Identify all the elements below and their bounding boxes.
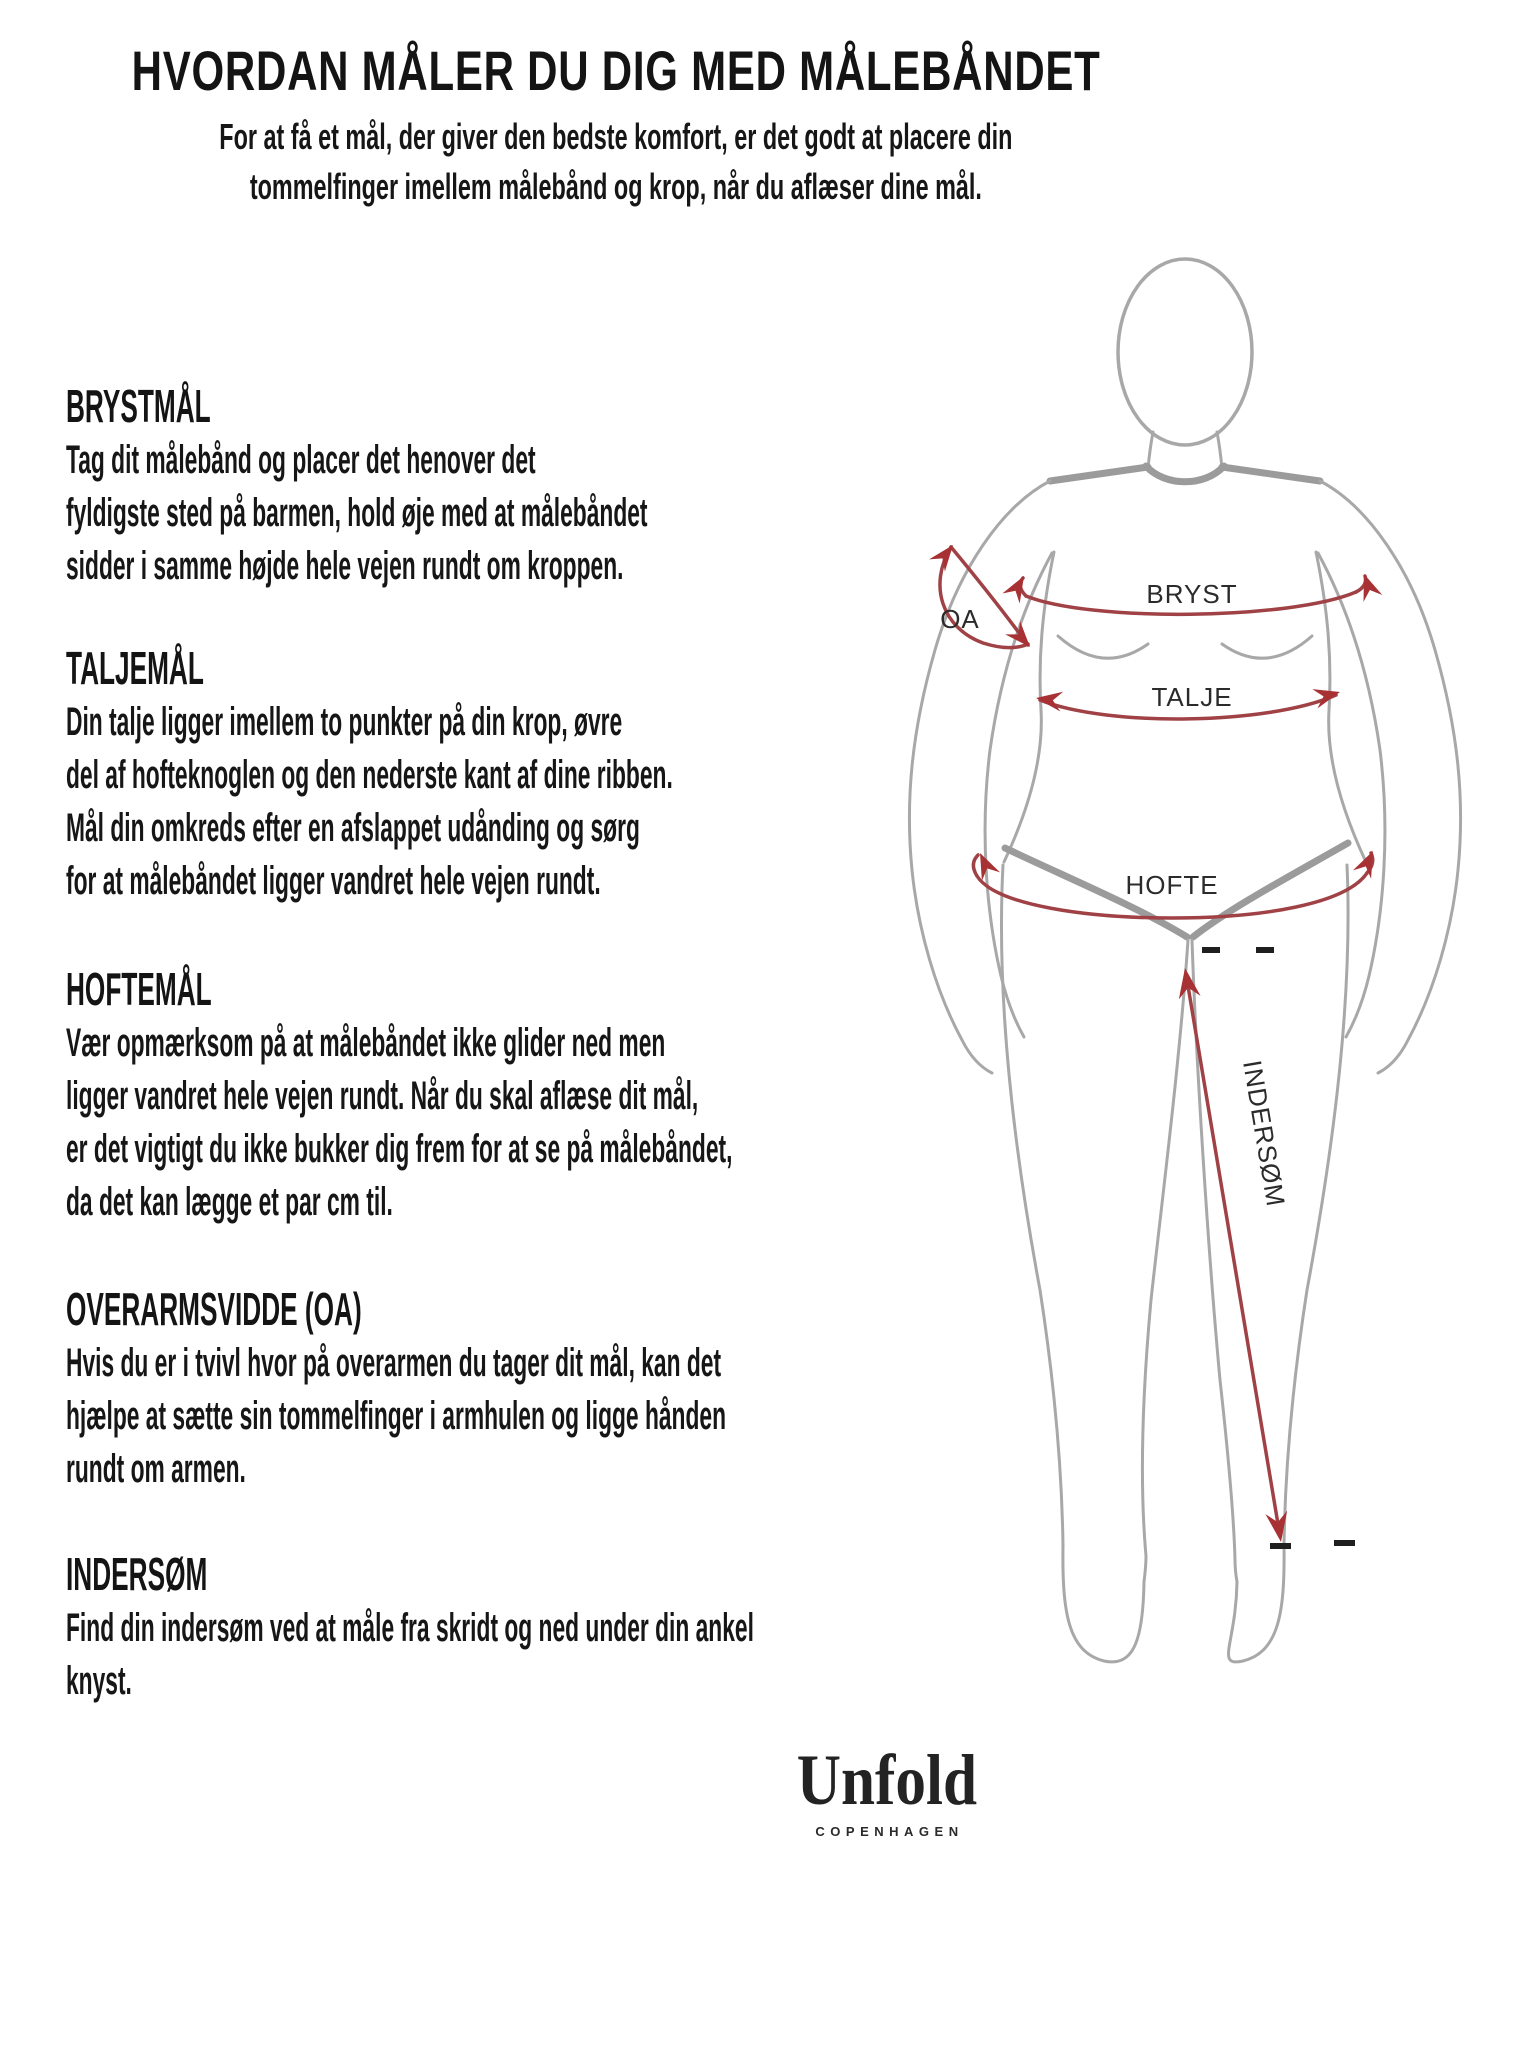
leg-left-inner — [1142, 940, 1188, 1582]
header — [0, 38, 1232, 103]
leg-right-inner — [1192, 940, 1237, 1582]
brand-logo — [600, 1742, 1174, 1818]
arm-right-outer — [1320, 481, 1461, 1073]
reference-dashes — [1202, 950, 1355, 1546]
section-text-line: Vær opmærksom på at målebåndet ikke glider ned men — [66, 1021, 666, 1065]
neck-right — [1217, 432, 1222, 468]
shoulder-seam-right — [1222, 467, 1320, 481]
subtitle-line: For at få et mål, der giver den bedste komfort, er det godt at placere din — [219, 116, 1013, 157]
section-text-line: sidder i samme højde hele vejen rundt om kroppen. — [66, 544, 624, 588]
bust-curve-left — [1058, 636, 1148, 658]
section-text-line: er det vigtigt du ikke bukker dig frem for at se på målebåndet, — [66, 1127, 733, 1171]
leg-left-outer-foot — [1001, 865, 1144, 1662]
arm-left-outer — [909, 481, 1050, 1073]
shoulder-seam-left — [1050, 467, 1148, 481]
section-text-line: da det kan lægge et par cm til. — [66, 1180, 393, 1224]
talje-label: TALJE — [1151, 682, 1233, 712]
section-text-line: Din talje ligger imellem to punkter på din krop, øvre — [66, 700, 623, 744]
section-text-line: Mål din omkreds efter en afslappet udånding og sørg — [66, 806, 640, 850]
section-text-line: hjælpe at sætte sin tommelfinger i armhulen og ligge hånden — [66, 1394, 727, 1438]
section-text-line: Hvis du er i tvivl hvor på overarmen du tager dit mål, kan det — [66, 1341, 722, 1385]
section-text-line: for at målebåndet ligger vandret hele vejen rundt. — [66, 859, 601, 903]
section-text-line: Tag dit målebånd og placer det henover det — [66, 438, 536, 482]
bust-curve-right — [1222, 636, 1312, 658]
section-heading: OVERARMSVIDDE (OA) — [66, 1283, 362, 1335]
indersoem-arrow-bottom-icon — [1265, 1511, 1291, 1544]
section-heading: HOFTEMÅL — [66, 963, 212, 1015]
section-text-line: knyst. — [66, 1659, 132, 1703]
section-heading: INDERSØM — [66, 1548, 208, 1600]
neckline-seam — [1146, 466, 1224, 482]
body-measurement-diagram — [620, 180, 1526, 1700]
hofte-curl-left — [973, 855, 978, 876]
talje-arrow-right-icon — [1312, 682, 1342, 708]
brand-logo-name: Unfold — [796, 1740, 978, 1820]
section-text-line: del af hofteknoglen og den nederste kant af dine ribben. — [66, 753, 673, 797]
bryst-arrow-right-icon — [1355, 571, 1383, 602]
leg-right-outer-foot — [1229, 865, 1349, 1662]
section-text-line: rundt om armen. — [66, 1447, 246, 1491]
neck-left — [1148, 432, 1153, 468]
page-title: HVORDAN MÅLER DU DIG MED MÅLEBÅNDET — [131, 39, 1101, 102]
hofte-label: HOFTE — [1125, 870, 1219, 900]
indersoem-arrow-top-icon — [1174, 966, 1200, 999]
bryst-label: BRYST — [1146, 579, 1238, 609]
indersoem-label: INDERSØM — [1237, 1058, 1292, 1210]
body-outline — [909, 259, 1460, 1662]
section-text-line: fyldigste sted på barmen, hold øje med at målebåndet — [66, 491, 648, 535]
measurement-labels — [940, 579, 1291, 1209]
section-text-line: ligger vandret hele vejen rundt. Når du skal aflæse dit mål, — [66, 1074, 699, 1118]
head-outline — [1118, 259, 1252, 445]
subtitle-line: tommelfinger imellem målebånd og krop, når du aflæser dine mål. — [249, 166, 982, 207]
oa-label: OA — [940, 604, 980, 634]
section-heading: BRYSTMÅL — [66, 380, 211, 432]
section-heading: TALJEMÅL — [66, 642, 204, 694]
section-text-line: Find din indersøm ved at måle fra skridt og ned under din ankel — [66, 1606, 754, 1650]
brand-logo-subtext: COPENHAGEN — [815, 1824, 964, 1839]
